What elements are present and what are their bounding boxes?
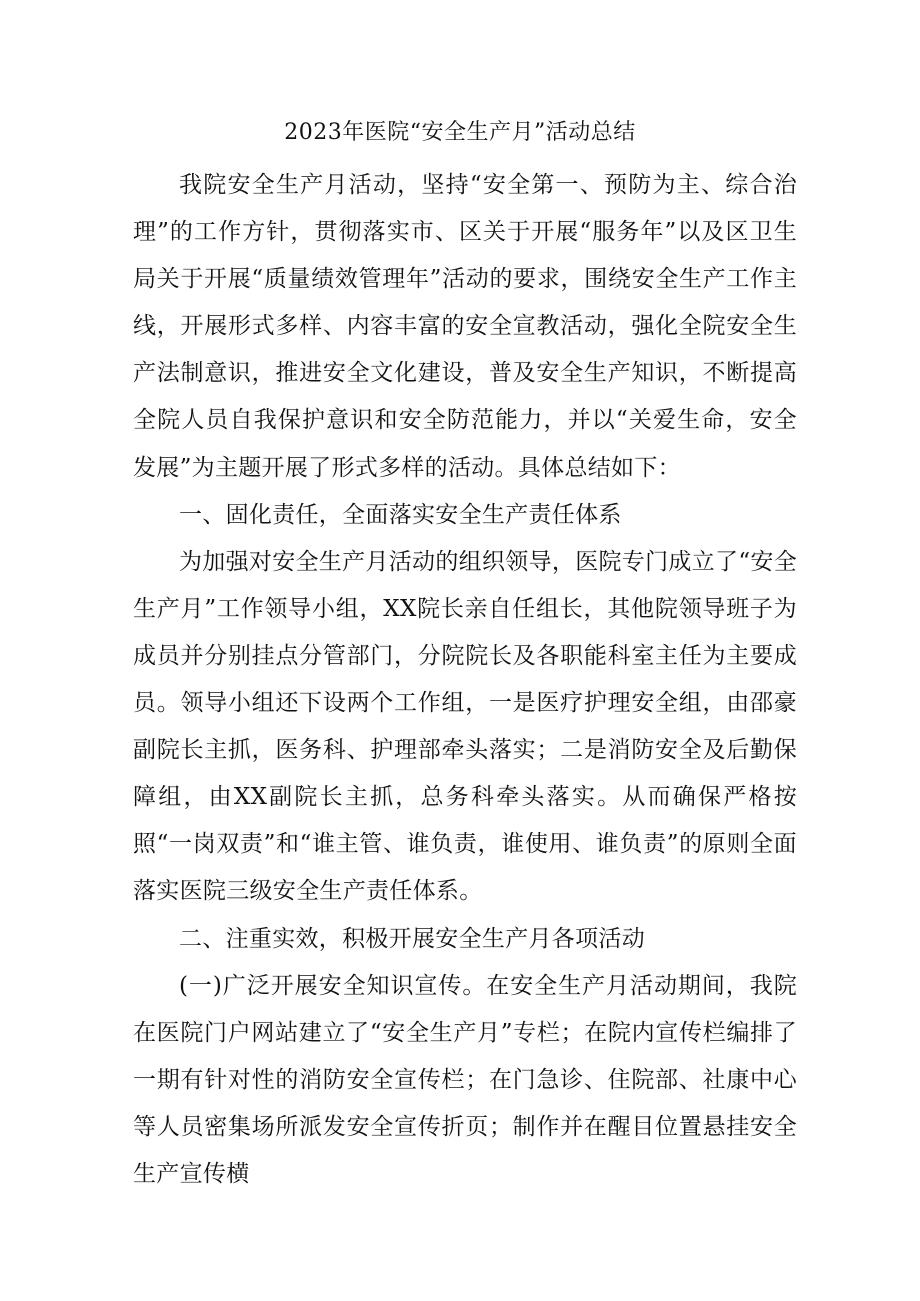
- section-heading-2: 二、注重实效，积极开展安全生产月各项活动: [179, 925, 645, 952]
- section-1-paragraph: 为加强对安全生产月活动的组织领导，医院专门成立了“安全生产月”工作领导小组，XX院长亲自任组长，其他院领导班子为成员并分别挂点分管部门，分院院长及各职能科室主任为主要成员。领导小组还下设两个工作组，一是医疗护理安全组，由邵豪副院长主抓，医务科、护理部牵头落实；二是消防安全及后勤保障组，由XX副院长主抓，总务科牵头落实。从而确保严格按照“一岗双责”和“谁主管、谁负责，谁使用、谁负责”的原则全面落实医院三级安全生产责任体系。: [133, 548, 797, 905]
- intro-paragraph: 我院安全生产月活动，坚持“安全第一、预防为主、综合治理”的工作方针，贯彻落实市、区关于开展“服务年”以及区卫生局关于开展“质量绩效管理年”活动的要求，围绕安全生产工作主线，开展形式多样、内容丰富的安全宣教活动，强化全院安全生产法制意识，推进安全文化建设，普及安全生产知识，不断提高全院人员自我保护意识和安全防范能力，并以“关爱生命，安全发展”为主题开展了形式多样的活动。具体总结如下：: [133, 172, 797, 481]
- document-title: 2023年医院“安全生产月”活动总结: [284, 120, 636, 145]
- section-2-paragraph: (一)广泛开展安全知识宣传。在安全生产月活动期间，我院在医院门户网站建立了“安全生产月”专栏；在院内宣传栏编排了一期有针对性的消防安全宣传栏；在门急诊、住院部、社康中心等人员密集场所派发安全宣传折页；制作并在醒目位置悬挂安全生产宣传横: [133, 972, 797, 1187]
- section-heading-1: 一、固化责任，全面落实安全生产责任体系: [179, 501, 622, 528]
- document-body: [133, 162, 797, 1198]
